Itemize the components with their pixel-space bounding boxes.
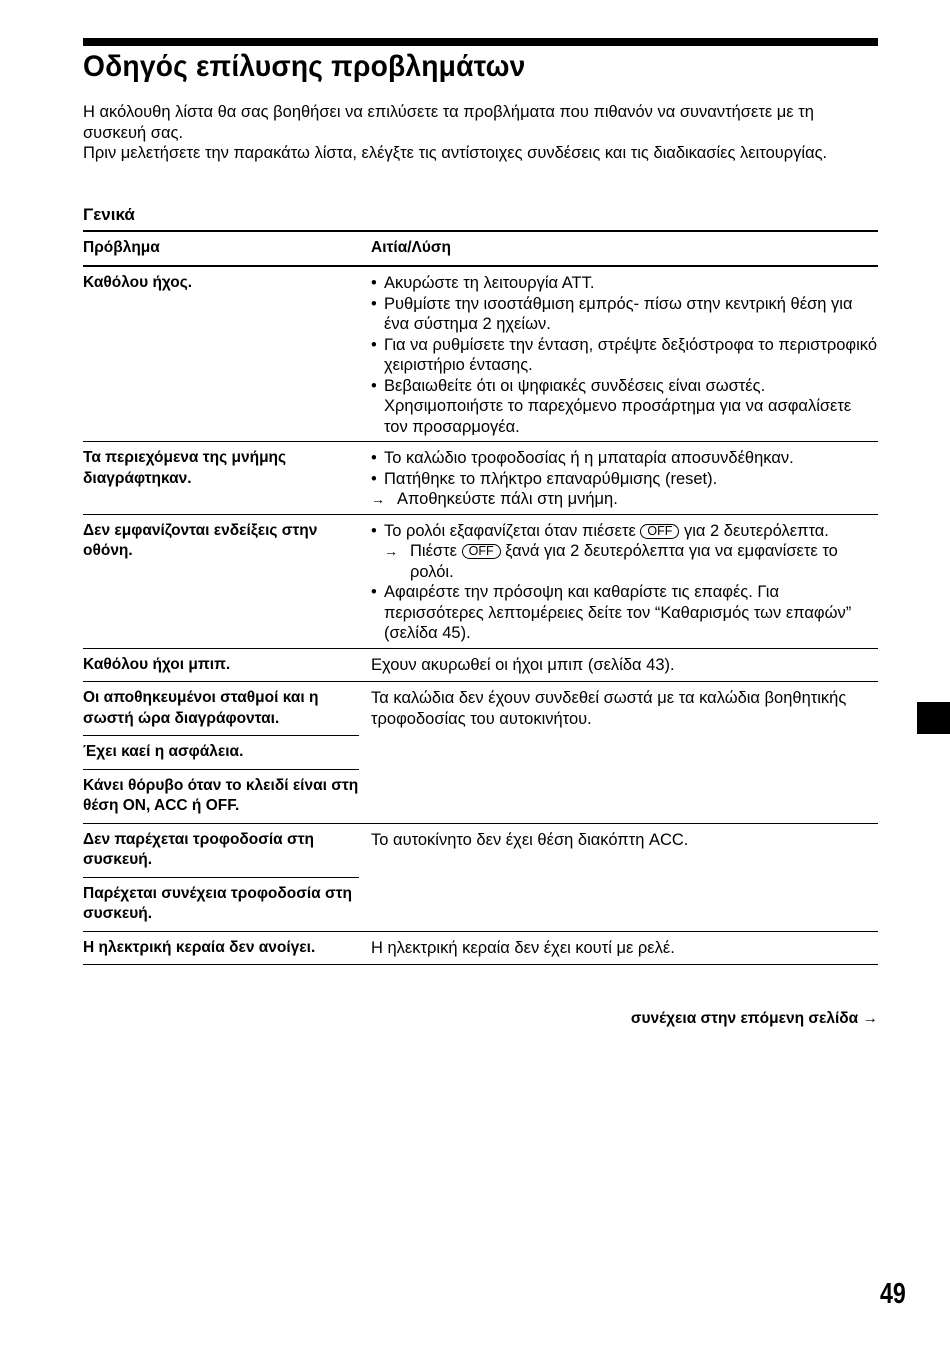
section-tab-marker [917, 702, 950, 734]
solution-cell: Εχουν ακυρωθεί οι ήχοι μπιπ (σελίδα 43). [371, 655, 675, 674]
continue-next-page: συνέχεια στην επόμενη σελίδα → [630, 1010, 878, 1027]
bullet-icon: • [371, 294, 377, 313]
top-rule [83, 38, 878, 46]
solution-cell: Τα καλώδια δεν έχουν συνδεθεί σωστά με τα καλώδια βοηθητικής τροφοδοσίας του αυτοκινήτου. [371, 689, 847, 728]
problem-cell: Η ηλεκτρική κεραία δεν ανοίγει. [83, 938, 316, 956]
solution-cell: • Ακυρώστε τη λειτουργία ΑΤΤ. • Ρυθμίστε την ισοστάθμιση εμπρός- πίσω στην κεντρική θέση για ένα σύστημα 2 ηχείων. • Για να ρυθμίσετε την ένταση, στρέψτε δεξιόστροφα το περιστροφικό χειριστήριο έντασης. • Βεβαιωθείτε ότι οι ψηφιακές συνδέσεις είναι σωστές. Χρησιμοποιήστε το παρεχόμενο προσάρτημα για να ασφαλίσετε τον προσαρμογέα. [371, 274, 877, 436]
table-row [83, 442, 878, 515]
troubleshooting-table [83, 230, 878, 965]
problem-cell: Οι αποθηκευμένοι σταθμοί και η σωστή ώρα διαγράφονται. [83, 682, 359, 736]
bullet-icon: • [371, 521, 377, 540]
solution-cell: • Το ρολόι εξαφανίζεται όταν πιέσετε OFF για 2 δευτερόλεπτα. → Πιέστε OFF ξανά για 2 δευτερόλεπτα για να εμφανίσετε το ρολόι. • Αφαιρέστε την πρόσοψη και καθαρίστε τις επαφές. Για περισσότερες λεπτομέρειες δείτε τον “Καθαρισμός των επαφών” (σελίδα 45). [371, 521, 852, 642]
table-row [83, 515, 878, 649]
header-problem: Πρόβλημα [83, 239, 160, 256]
problem-cell: Έχει καεί η ασφάλεια. [83, 736, 359, 770]
problem-cell: Παρέχεται συνέχεια τροφοδοσία στη συσκευή. [83, 884, 353, 922]
solution-cell: Η ηλεκτρική κεραία δεν έχει κουτί με ρελέ. [371, 938, 675, 957]
problem-cell: Δεν παρέχεται τροφοδοσία στη συσκευή. [83, 824, 359, 878]
table-row [83, 267, 878, 442]
bullet-icon: • [371, 449, 377, 467]
bullet-icon: • [371, 274, 377, 292]
intro-line-2: Πριν μελετήσετε την παρακάτω λίστα, ελέγξτε τις αντίστοιχες συνδέσεις και τις διαδικασίες λειτουργίας. [83, 144, 828, 162]
bullet-icon: • [371, 376, 377, 395]
intro [83, 102, 863, 164]
problem-cell: Καθόλου ήχος. [83, 274, 193, 291]
page-title: Οδηγός επίλυσης προβλημάτων [83, 50, 526, 83]
arrow-right-icon: → [384, 543, 398, 559]
bullet-icon: • [371, 469, 377, 488]
problem-cell: Καθόλου ήχοι μπιπ. [83, 655, 231, 673]
intro-line-1: Η ακόλουθη λίστα θα σας βοηθήσει να επιλύσετε τα προβλήματα που πιθανόν να συναντήσετε με τη συσκευή σας. [83, 103, 814, 142]
table-header [83, 232, 878, 267]
arrow-right-icon: → [371, 491, 385, 507]
solution-cell: Το αυτοκίνητο δεν έχει θέση διακόπτη ACC. [371, 830, 689, 849]
table-row [83, 682, 878, 824]
problem-cell: Τα περιεχόμενα της μνήμης διαγράφτηκαν. [83, 449, 287, 487]
off-key-icon: OFF [640, 524, 679, 539]
problem-cell: Κάνει θόρυβο όταν το κλειδί είναι στη θέση ON, ACC ή OFF. [83, 776, 359, 814]
solution-cell: • Το καλώδιο τροφοδοσίας ή η μπαταρία αποσυνδέθηκαν. • Πατήθηκε το πλήκτρο επαναρύθμισης (reset). → Αποθηκεύστε πάλι στη μνήμη. [371, 449, 794, 508]
table-row [83, 649, 878, 683]
off-key-icon: OFF [462, 544, 501, 559]
bullet-icon: • [371, 335, 377, 354]
problem-cell: Δεν εμφανίζονται ενδείξεις στην οθόνη. [83, 521, 318, 559]
section-heading: Γενικά [83, 205, 135, 224]
table-row [83, 824, 878, 932]
bullet-icon: • [371, 583, 377, 601]
table-row [83, 932, 878, 966]
header-solution: Αιτία/Λύση [371, 239, 451, 256]
page-number: 49 [880, 1278, 906, 1310]
